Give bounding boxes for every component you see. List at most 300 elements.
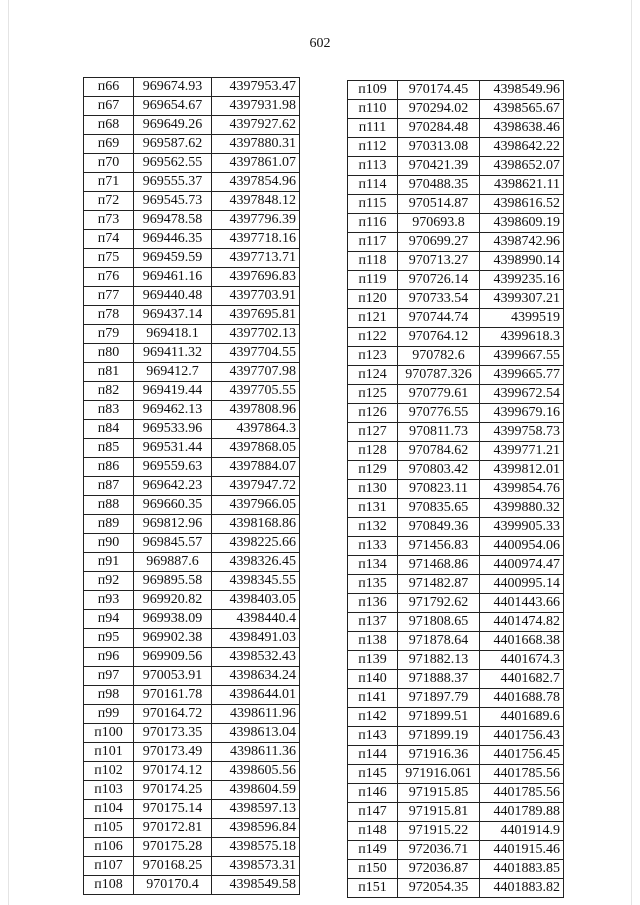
point-id-cell: п133 [348,537,398,556]
point-id-cell: п118 [348,252,398,271]
table-row [84,173,300,192]
x-coordinate-cell: 969812.96 [134,515,212,534]
point-id-cell: п138 [348,632,398,651]
x-coordinate-cell: 970174.25 [134,781,212,800]
y-coordinate-cell: 4398644.01 [212,686,300,705]
point-id-cell: п97 [84,667,134,686]
point-id-cell: п111 [348,119,398,138]
y-coordinate-cell: 4397868.05 [212,439,300,458]
table-row [348,347,564,366]
x-coordinate-cell: 970170.4 [134,876,212,895]
x-coordinate-cell: 970849.36 [398,518,480,537]
x-coordinate-cell: 970764.12 [398,328,480,347]
y-coordinate-cell: 4398609.19 [480,214,564,233]
x-coordinate-cell: 969446.35 [134,230,212,249]
scan-edge-right [631,0,632,905]
point-id-cell: п115 [348,195,398,214]
table-row [84,572,300,591]
x-coordinate-cell: 970713.27 [398,252,480,271]
y-coordinate-cell: 4398642.22 [480,138,564,157]
table-row [84,287,300,306]
point-id-cell: п70 [84,154,134,173]
x-coordinate-cell: 969909.56 [134,648,212,667]
x-coordinate-cell: 970835.65 [398,499,480,518]
point-id-cell: п108 [84,876,134,895]
table-row [348,385,564,404]
x-coordinate-cell: 970168.25 [134,857,212,876]
y-coordinate-cell: 4398605.56 [212,762,300,781]
x-coordinate-cell: 970421.39 [398,157,480,176]
table-row [84,230,300,249]
x-coordinate-cell: 972036.87 [398,860,480,879]
point-id-cell: п83 [84,401,134,420]
y-coordinate-cell: 4400954.06 [480,537,564,556]
point-id-cell: п114 [348,176,398,195]
table-row [348,138,564,157]
table-row [84,325,300,344]
table-row [84,800,300,819]
table-row [348,233,564,252]
y-coordinate-cell: 4399771.21 [480,442,564,461]
point-id-cell: п103 [84,781,134,800]
x-coordinate-cell: 969459.59 [134,249,212,268]
point-id-cell: п80 [84,344,134,363]
x-coordinate-cell: 969419.44 [134,382,212,401]
y-coordinate-cell: 4398549.96 [480,81,564,100]
table-row [348,518,564,537]
table-row [348,309,564,328]
point-id-cell: п72 [84,192,134,211]
y-coordinate-cell: 4401443.66 [480,594,564,613]
x-coordinate-cell: 969437.14 [134,306,212,325]
y-coordinate-cell: 4398597.13 [212,800,300,819]
y-coordinate-cell: 4398491.03 [212,629,300,648]
y-coordinate-cell: 4397707.98 [212,363,300,382]
y-coordinate-cell: 4398573.31 [212,857,300,876]
coordinates-table-left [83,77,300,895]
y-coordinate-cell: 4398611.36 [212,743,300,762]
y-coordinate-cell: 4399905.33 [480,518,564,537]
x-coordinate-cell: 971916.061 [398,765,480,784]
y-coordinate-cell: 4399235.16 [480,271,564,290]
x-coordinate-cell: 970787.326 [398,366,480,385]
y-coordinate-cell: 4397880.31 [212,135,300,154]
point-id-cell: п86 [84,458,134,477]
table-row [348,860,564,879]
point-id-cell: п110 [348,100,398,119]
x-coordinate-cell: 969654.67 [134,97,212,116]
x-coordinate-cell: 969674.93 [134,78,212,97]
x-coordinate-cell: 972036.71 [398,841,480,860]
point-id-cell: п93 [84,591,134,610]
y-coordinate-cell: 4398575.18 [212,838,300,857]
table-row [348,765,564,784]
table-row [84,610,300,629]
point-id-cell: п102 [84,762,134,781]
point-id-cell: п73 [84,211,134,230]
y-coordinate-cell: 4397861.07 [212,154,300,173]
x-coordinate-cell: 969462.13 [134,401,212,420]
x-coordinate-cell: 970175.28 [134,838,212,857]
point-id-cell: п135 [348,575,398,594]
point-id-cell: п124 [348,366,398,385]
y-coordinate-cell: 4399519 [480,309,564,328]
x-coordinate-cell: 970172.81 [134,819,212,838]
x-coordinate-cell: 970284.48 [398,119,480,138]
x-coordinate-cell: 971792.62 [398,594,480,613]
y-coordinate-cell: 4398440.4 [212,610,300,629]
y-coordinate-cell: 4397927.62 [212,116,300,135]
x-coordinate-cell: 970744.74 [398,309,480,328]
x-coordinate-cell: 969559.63 [134,458,212,477]
x-coordinate-cell: 969555.37 [134,173,212,192]
table-row [348,157,564,176]
y-coordinate-cell: 4399665.77 [480,366,564,385]
coordinates-table-right [347,80,564,898]
table-row [84,439,300,458]
table-row [84,97,300,116]
point-id-cell: п147 [348,803,398,822]
x-coordinate-cell: 970726.14 [398,271,480,290]
point-id-cell: п85 [84,439,134,458]
y-coordinate-cell: 4400995.14 [480,575,564,594]
point-id-cell: п87 [84,477,134,496]
table-row [84,420,300,439]
table-row [84,78,300,97]
point-id-cell: п120 [348,290,398,309]
y-coordinate-cell: 4401674.3 [480,651,564,670]
point-id-cell: п137 [348,613,398,632]
point-id-cell: п84 [84,420,134,439]
table-row [84,249,300,268]
x-coordinate-cell: 970733.54 [398,290,480,309]
point-id-cell: п76 [84,268,134,287]
point-id-cell: п101 [84,743,134,762]
table-row [84,135,300,154]
table-row [348,195,564,214]
point-id-cell: п82 [84,382,134,401]
table-row [348,670,564,689]
x-coordinate-cell: 969531.44 [134,439,212,458]
y-coordinate-cell: 4398616.52 [480,195,564,214]
y-coordinate-cell: 4397705.55 [212,382,300,401]
x-coordinate-cell: 971468.86 [398,556,480,575]
point-id-cell: п99 [84,705,134,724]
table-row [84,515,300,534]
y-coordinate-cell: 4398638.46 [480,119,564,138]
x-coordinate-cell: 970164.72 [134,705,212,724]
x-coordinate-cell: 969642.23 [134,477,212,496]
point-id-cell: п117 [348,233,398,252]
x-coordinate-cell: 970174.12 [134,762,212,781]
table-row [348,480,564,499]
point-id-cell: п146 [348,784,398,803]
x-coordinate-cell: 969411.32 [134,344,212,363]
point-id-cell: п89 [84,515,134,534]
table-row [348,784,564,803]
point-id-cell: п91 [84,553,134,572]
y-coordinate-cell: 4401785.56 [480,765,564,784]
x-coordinate-cell: 970173.49 [134,743,212,762]
table-row [348,879,564,898]
table-row [348,822,564,841]
y-coordinate-cell: 4397718.16 [212,230,300,249]
x-coordinate-cell: 969938.09 [134,610,212,629]
table-row [84,819,300,838]
point-id-cell: п68 [84,116,134,135]
table-row [84,857,300,876]
table-row [84,724,300,743]
y-coordinate-cell: 4397884.07 [212,458,300,477]
x-coordinate-cell: 971456.83 [398,537,480,556]
point-id-cell: п88 [84,496,134,515]
y-coordinate-cell: 4399307.21 [480,290,564,309]
x-coordinate-cell: 970313.08 [398,138,480,157]
y-coordinate-cell: 4401682.7 [480,670,564,689]
table-row [348,499,564,518]
x-coordinate-cell: 970488.35 [398,176,480,195]
table-row [84,344,300,363]
point-id-cell: п77 [84,287,134,306]
y-coordinate-cell: 4398549.58 [212,876,300,895]
table-row [84,306,300,325]
point-id-cell: п79 [84,325,134,344]
point-id-cell: п66 [84,78,134,97]
scan-edge-left [8,0,9,905]
table-row [84,211,300,230]
point-id-cell: п113 [348,157,398,176]
page-number: 602 [309,36,331,51]
y-coordinate-cell: 4398621.11 [480,176,564,195]
table-row [84,401,300,420]
point-id-cell: п149 [348,841,398,860]
point-id-cell: п129 [348,461,398,480]
table-row [84,382,300,401]
x-coordinate-cell: 969533.96 [134,420,212,439]
point-id-cell: п67 [84,97,134,116]
x-coordinate-cell: 970173.35 [134,724,212,743]
x-coordinate-cell: 970823.11 [398,480,480,499]
table-row [84,534,300,553]
y-coordinate-cell: 4398532.43 [212,648,300,667]
point-id-cell: п140 [348,670,398,689]
x-coordinate-cell: 969587.62 [134,135,212,154]
x-coordinate-cell: 969920.82 [134,591,212,610]
x-coordinate-cell: 971915.81 [398,803,480,822]
y-coordinate-cell: 4397966.05 [212,496,300,515]
point-id-cell: п125 [348,385,398,404]
x-coordinate-cell: 970776.55 [398,404,480,423]
x-coordinate-cell: 970803.42 [398,461,480,480]
x-coordinate-cell: 970514.87 [398,195,480,214]
table-row [84,648,300,667]
table-row [84,116,300,135]
x-coordinate-cell: 969440.48 [134,287,212,306]
point-id-cell: п121 [348,309,398,328]
table-row [84,686,300,705]
point-id-cell: п126 [348,404,398,423]
point-id-cell: п128 [348,442,398,461]
y-coordinate-cell: 4397696.83 [212,268,300,287]
table-row [348,575,564,594]
y-coordinate-cell: 4398168.86 [212,515,300,534]
x-coordinate-cell: 971882.13 [398,651,480,670]
table-row [84,496,300,515]
x-coordinate-cell: 971899.19 [398,727,480,746]
y-coordinate-cell: 4397702.13 [212,325,300,344]
point-id-cell: п145 [348,765,398,784]
y-coordinate-cell: 4401756.45 [480,746,564,765]
x-coordinate-cell: 971482.87 [398,575,480,594]
y-coordinate-cell: 4397808.96 [212,401,300,420]
y-coordinate-cell: 4397848.12 [212,192,300,211]
y-coordinate-cell: 4397947.72 [212,477,300,496]
x-coordinate-cell: 971916.36 [398,746,480,765]
point-id-cell: п90 [84,534,134,553]
x-coordinate-cell: 970053.91 [134,667,212,686]
x-coordinate-cell: 971899.51 [398,708,480,727]
table-row [348,366,564,385]
y-coordinate-cell: 4401689.6 [480,708,564,727]
x-coordinate-cell: 970175.14 [134,800,212,819]
x-coordinate-cell: 971897.79 [398,689,480,708]
table-row [348,290,564,309]
point-id-cell: п136 [348,594,398,613]
x-coordinate-cell: 969562.55 [134,154,212,173]
x-coordinate-cell: 969412.7 [134,363,212,382]
y-coordinate-cell: 4398565.67 [480,100,564,119]
table-row [348,461,564,480]
point-id-cell: п100 [84,724,134,743]
y-coordinate-cell: 4401474.82 [480,613,564,632]
table-row [348,328,564,347]
table-row [84,876,300,895]
y-coordinate-cell: 4398613.04 [212,724,300,743]
x-coordinate-cell: 970811.73 [398,423,480,442]
y-coordinate-cell: 4398604.59 [212,781,300,800]
table-row [84,629,300,648]
point-id-cell: п94 [84,610,134,629]
table-row [84,477,300,496]
y-coordinate-cell: 4397864.3 [212,420,300,439]
point-id-cell: п112 [348,138,398,157]
point-id-cell: п105 [84,819,134,838]
point-id-cell: п74 [84,230,134,249]
table-row [84,743,300,762]
table-row [84,591,300,610]
y-coordinate-cell: 4397703.91 [212,287,300,306]
table-row [348,100,564,119]
y-coordinate-cell: 4398611.96 [212,705,300,724]
y-coordinate-cell: 4397796.39 [212,211,300,230]
table-row [84,762,300,781]
y-coordinate-cell: 4399618.3 [480,328,564,347]
x-coordinate-cell: 971878.64 [398,632,480,651]
y-coordinate-cell: 4398596.84 [212,819,300,838]
x-coordinate-cell: 970161.78 [134,686,212,705]
y-coordinate-cell: 4398742.96 [480,233,564,252]
y-coordinate-cell: 4400974.47 [480,556,564,575]
y-coordinate-cell: 4399679.16 [480,404,564,423]
table-row [348,613,564,632]
y-coordinate-cell: 4399880.32 [480,499,564,518]
table-row [84,781,300,800]
point-id-cell: п96 [84,648,134,667]
table-row [84,838,300,857]
x-coordinate-cell: 969660.35 [134,496,212,515]
point-id-cell: п139 [348,651,398,670]
x-coordinate-cell: 972054.35 [398,879,480,898]
y-coordinate-cell: 4401883.82 [480,879,564,898]
table-row [348,423,564,442]
y-coordinate-cell: 4401914.9 [480,822,564,841]
x-coordinate-cell: 970294.02 [398,100,480,119]
y-coordinate-cell: 4401883.85 [480,860,564,879]
point-id-cell: п116 [348,214,398,233]
y-coordinate-cell: 4401688.78 [480,689,564,708]
y-coordinate-cell: 4398225.66 [212,534,300,553]
point-id-cell: п122 [348,328,398,347]
table-row [348,841,564,860]
table-row [84,268,300,287]
y-coordinate-cell: 4398403.05 [212,591,300,610]
point-id-cell: п123 [348,347,398,366]
x-coordinate-cell: 969902.38 [134,629,212,648]
x-coordinate-cell: 971915.22 [398,822,480,841]
point-id-cell: п134 [348,556,398,575]
x-coordinate-cell: 969461.16 [134,268,212,287]
y-coordinate-cell: 4401668.38 [480,632,564,651]
table-row [348,746,564,765]
table-row [348,556,564,575]
y-coordinate-cell: 4399758.73 [480,423,564,442]
table-row [348,252,564,271]
point-id-cell: п95 [84,629,134,648]
point-id-cell: п106 [84,838,134,857]
y-coordinate-cell: 4398326.45 [212,553,300,572]
table-row [84,705,300,724]
table-row [348,81,564,100]
y-coordinate-cell: 4397931.98 [212,97,300,116]
point-id-cell: п132 [348,518,398,537]
x-coordinate-cell: 969649.26 [134,116,212,135]
table-row [348,271,564,290]
y-coordinate-cell: 4397704.55 [212,344,300,363]
x-coordinate-cell: 970779.61 [398,385,480,404]
point-id-cell: п81 [84,363,134,382]
table-row [84,667,300,686]
x-coordinate-cell: 969887.6 [134,553,212,572]
point-id-cell: п144 [348,746,398,765]
table-row [348,632,564,651]
point-id-cell: п151 [348,879,398,898]
y-coordinate-cell: 4397713.71 [212,249,300,268]
point-id-cell: п150 [348,860,398,879]
table-row [348,727,564,746]
table-row [348,537,564,556]
table-row [348,119,564,138]
y-coordinate-cell: 4398652.07 [480,157,564,176]
point-id-cell: п98 [84,686,134,705]
x-coordinate-cell: 969478.58 [134,211,212,230]
point-id-cell: п92 [84,572,134,591]
point-id-cell: п119 [348,271,398,290]
table-row [84,458,300,477]
y-coordinate-cell: 4399672.54 [480,385,564,404]
x-coordinate-cell: 969545.73 [134,192,212,211]
table-row [348,594,564,613]
point-id-cell: п143 [348,727,398,746]
